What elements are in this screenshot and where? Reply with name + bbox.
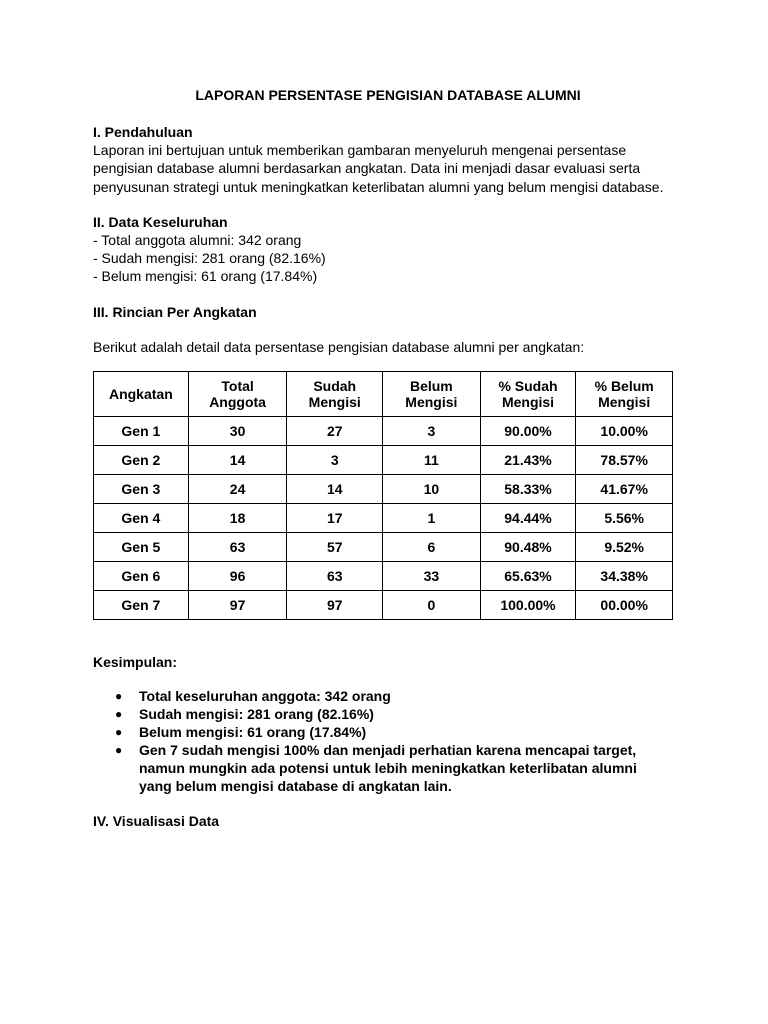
table-cell: Gen 4 xyxy=(94,504,189,533)
table-cell: 10 xyxy=(383,475,481,504)
table-cell: 5.56% xyxy=(576,504,673,533)
alumni-table xyxy=(93,371,673,620)
document-title: LAPORAN PERSENTASE PENGISIAN DATABASE ALUMNI xyxy=(195,87,581,103)
table-cell: 24 xyxy=(188,475,287,504)
table-row xyxy=(94,533,673,562)
bullet-icon: ● xyxy=(115,743,123,758)
table-cell: 14 xyxy=(287,475,383,504)
introduction-line: Laporan ini bertujuan untuk memberikan gambaran menyeluruh mengenai persentase xyxy=(93,142,627,158)
table-cell: Gen 3 xyxy=(94,475,189,504)
list-item: ● Belum mengisi: 61 orang (17.84%) xyxy=(115,724,367,741)
table-header-cell: % Sudah Mengisi xyxy=(480,372,576,417)
table-cell: 10.00% xyxy=(576,417,673,446)
list-item: ● Total keseluruhan anggota: 342 orang xyxy=(115,688,391,705)
section-introduction xyxy=(93,123,683,196)
table-cell: 33 xyxy=(383,562,481,591)
table-cell: 27 xyxy=(287,417,383,446)
table-cell: 30 xyxy=(188,417,287,446)
table-cell: 63 xyxy=(188,533,287,562)
table-cell: Gen 7 xyxy=(94,591,189,620)
table-header-cell: Angkatan xyxy=(94,372,189,417)
table-cell: 97 xyxy=(188,591,287,620)
conclusion-list xyxy=(93,687,683,795)
introduction-line: penyusunan strategi untuk meningkatkan keterlibatan alumni yang belum mengisi database. xyxy=(93,178,664,195)
table-cell: 58.33% xyxy=(480,475,576,504)
table-cell: 11 xyxy=(383,446,481,475)
table-cell: 18 xyxy=(188,504,287,533)
table-cell: 97 xyxy=(287,591,383,620)
table-cell: 65.63% xyxy=(480,562,576,591)
introduction-heading: I. Pendahuluan xyxy=(93,124,193,140)
table-cell: 21.43% xyxy=(480,446,576,475)
bullet-icon: ● xyxy=(115,725,123,740)
table-header-row xyxy=(94,372,673,417)
table-cell: 9.52% xyxy=(576,533,673,562)
table-cell: 41.67% xyxy=(576,475,673,504)
document-page xyxy=(93,86,683,830)
table-row xyxy=(94,475,673,504)
overall-item: - Sudah mengisi: 281 orang (82.16%) xyxy=(93,250,326,267)
table-cell: Gen 2 xyxy=(94,446,189,475)
section-conclusion xyxy=(93,653,683,795)
table-cell: 0 xyxy=(383,591,481,620)
table-row xyxy=(94,562,673,591)
table-cell: 3 xyxy=(287,446,383,475)
table-cell: Gen 1 xyxy=(94,417,189,446)
section-overall-data xyxy=(93,213,683,286)
section-detail xyxy=(93,303,683,620)
table-cell: 3 xyxy=(383,417,481,446)
table-row xyxy=(94,417,673,446)
list-item: ● Gen 7 sudah mengisi 100% dan menjadi perhatian karena mencapai target, namun mungkin ada potensi untuk lebih meningkatkan keterlibatan alumni yang belum mengisi database di angkatan lain. xyxy=(115,742,637,795)
detail-lead: Berikut adalah detail data persentase pengisian database alumni per angkatan: xyxy=(93,338,585,355)
bullet-icon: ● xyxy=(115,707,123,722)
overall-item: - Belum mengisi: 61 orang (17.84%) xyxy=(93,268,318,285)
overall-heading: II. Data Keseluruhan xyxy=(93,213,228,230)
table-cell: 78.57% xyxy=(576,446,673,475)
table-cell: 90.00% xyxy=(480,417,576,446)
overall-item: - Total anggota alumni: 342 orang xyxy=(93,231,302,248)
table-cell: 14 xyxy=(188,446,287,475)
table-header-cell: Sudah Mengisi xyxy=(287,372,383,417)
table-row xyxy=(94,446,673,475)
table-cell: Gen 6 xyxy=(94,562,189,591)
table-cell: 6 xyxy=(383,533,481,562)
conclusion-heading: Kesimpulan: xyxy=(93,654,178,671)
table-cell: 90.48% xyxy=(480,533,576,562)
visualization-heading: IV. Visualisasi Data xyxy=(93,813,220,830)
detail-heading: III. Rincian Per Angkatan xyxy=(93,303,257,320)
table-row xyxy=(94,504,673,533)
table-cell: 57 xyxy=(287,533,383,562)
table-cell: 17 xyxy=(287,504,383,533)
table-cell: 00.00% xyxy=(576,591,673,620)
table-cell: 34.38% xyxy=(576,562,673,591)
table-cell: 94.44% xyxy=(480,504,576,533)
introduction-line: pengisian database alumni berdasarkan angkatan. Data ini menjadi dasar evaluasi serta xyxy=(93,160,641,177)
list-item: ● Sudah mengisi: 281 orang (82.16%) xyxy=(115,706,374,723)
table-header-cell: Total Anggota xyxy=(188,372,287,417)
bullet-icon: ● xyxy=(115,689,123,704)
section-visualization xyxy=(93,812,683,830)
table-cell: 1 xyxy=(383,504,481,533)
table-cell: Gen 5 xyxy=(94,533,189,562)
table-cell: 100.00% xyxy=(480,591,576,620)
table-cell: 96 xyxy=(188,562,287,591)
table-header-cell: % Belum Mengisi xyxy=(576,372,673,417)
table-header-cell: Belum Mengisi xyxy=(383,372,481,417)
table-row xyxy=(94,591,673,620)
table-cell: 63 xyxy=(287,562,383,591)
